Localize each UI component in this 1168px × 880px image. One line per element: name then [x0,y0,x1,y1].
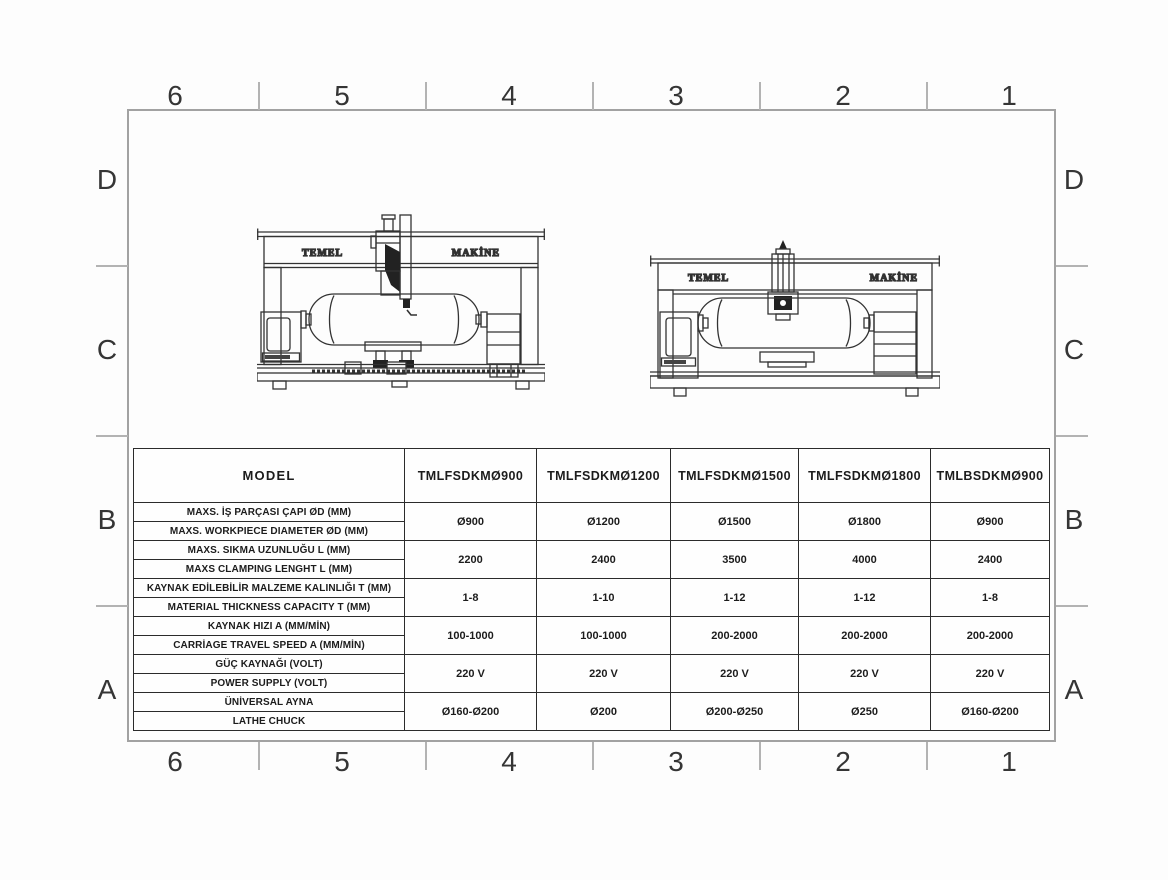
ruler-tick [258,82,260,110]
grid-col-label-bottom-2: 2 [835,746,851,777]
model-column-header: TMLFSDKMØ1500 [671,449,799,503]
welding-torch-assembly [768,240,798,320]
grid-row-label-left-A: A [97,674,117,705]
table-row [134,617,1050,636]
spec-label-tr: MAXS. İŞ PARÇASI ÇAPI ØD (MM) [134,503,405,522]
spec-value: 1-12 [799,579,931,617]
grid-row-label-right-C: C [1063,334,1085,365]
headstock [261,311,311,362]
spec-value: Ø1800 [799,503,931,541]
spec-value: 200-2000 [931,617,1050,655]
model-column-header: TMLFSDKMØ1800 [799,449,931,503]
spec-value: Ø900 [931,503,1050,541]
spec-value: 1-8 [405,579,537,617]
model-column-header: TMLBSDKMØ900 [931,449,1050,503]
ruler-tick [96,265,128,267]
spec-value: Ø160-Ø200 [931,693,1050,731]
table-row [134,655,1050,674]
grid-row-label-right-D: D [1063,164,1085,195]
right-machine-drawing [650,240,940,398]
spec-value: 4000 [799,541,931,579]
spec-value: 220 V [537,655,671,693]
ruler-tick [258,742,260,770]
ruler-tick [926,82,928,110]
spec-label-en: LATHE CHUCK [134,712,405,731]
headstock [660,312,708,378]
spec-label-tr: ÜNİVERSAL AYNA [134,693,405,712]
grid-col-label-bottom-5: 5 [334,746,350,777]
spec-value: 100-1000 [537,617,671,655]
headstock-label [664,360,686,364]
gantry-column-left [264,268,281,365]
ruler-tick [759,742,761,770]
spec-value: 200-2000 [671,617,799,655]
grid-col-label-top-4: 4 [501,80,517,111]
ruler-tick [926,742,928,770]
grid-col-label-bottom-4: 4 [501,746,517,777]
brand-text-right: MAKİNE [451,248,500,259]
grid-col-label-top-6: 6 [167,80,183,111]
spec-value: Ø1200 [537,503,671,541]
spec-value: Ø900 [405,503,537,541]
spec-value: Ø160-Ø200 [405,693,537,731]
spec-label-tr: KAYNAK EDİLEBİLİR MALZEME KALINLIĞI T (MM) [134,579,405,598]
model-column-header: TMLFSDKMØ1200 [537,449,671,503]
headstock-label [265,355,290,359]
table-row [134,503,1050,522]
welding-torch-assembly [371,215,417,315]
ruler-tick [592,82,594,110]
grid-col-label-top-1: 1 [1001,80,1017,111]
spec-value: 2200 [405,541,537,579]
ruler-tick [1056,265,1088,267]
gantry-top-rail [257,229,545,241]
spec-label-tr: GÜÇ KAYNAĞI (VOLT) [134,655,405,674]
ruler-tick [96,605,128,607]
brand-text-left: TEMEL [688,273,730,284]
spec-label-en: MAXS CLAMPING LENGHT L (MM) [134,560,405,579]
spec-label-en: MATERIAL THICKNESS CAPACITY T (MM) [134,598,405,617]
ruler-tick [425,742,427,770]
grid-col-label-top-3: 3 [668,80,684,111]
grid-col-label-top-2: 2 [835,80,851,111]
grid-row-label-left-B: B [97,504,117,535]
spec-value: 1-10 [537,579,671,617]
grid-row-label-left-C: C [96,334,118,365]
ruler-tick [96,435,128,437]
spec-value: 220 V [671,655,799,693]
brand-text-right: MAKİNE [869,273,918,284]
ruler-tick [592,742,594,770]
grid-row-label-left-D: D [96,164,118,195]
torch-tip-icon [779,240,787,249]
model-header-cell: MODEL [134,449,405,503]
ruler-tick [759,82,761,110]
spec-value: 2400 [537,541,671,579]
spec-value: 220 V [931,655,1050,693]
grid-row-label-right-A: A [1064,674,1084,705]
ruler-tick [1056,605,1088,607]
spec-label-en: CARRİAGE TRAVEL SPEED A (MM/MİN) [134,636,405,655]
workpiece-cylinder [309,294,479,345]
table-row [134,579,1050,598]
grid-row-label-right-B: B [1064,504,1084,535]
brand-text-left: TEMEL [302,248,344,259]
grid-col-label-bottom-6: 6 [167,746,183,777]
gantry-column-right [917,290,932,378]
model-column-header: TMLFSDKMØ900 [405,449,537,503]
spec-value: Ø1500 [671,503,799,541]
support-pad [760,352,814,367]
left-machine-drawing [257,212,545,392]
spec-label-tr: MAXS. SIKMA UZUNLUĞU L (MM) [134,541,405,560]
base-rail [650,372,940,396]
spec-label-tr: KAYNAK HIZI A (MM/MİN) [134,617,405,636]
grid-col-label-bottom-3: 3 [668,746,684,777]
spec-value: 220 V [799,655,931,693]
spec-value: Ø200-Ø250 [671,693,799,731]
table-row [134,541,1050,560]
spec-value: Ø200 [537,693,671,731]
table-header-row [134,449,1050,503]
spec-value: 3500 [671,541,799,579]
grid-col-label-bottom-1: 1 [1001,746,1017,777]
table-row [134,693,1050,712]
spec-value: 200-2000 [799,617,931,655]
spec-value: 1-8 [931,579,1050,617]
spec-label-en: MAXS. WORKPIECE DIAMETER ØD (MM) [134,522,405,541]
spec-table [133,448,1050,731]
gantry-top-rail [650,256,940,267]
gantry-column-right [521,268,538,365]
grid-col-label-top-5: 5 [334,80,350,111]
ruler-tick [425,82,427,110]
spec-value: 1-12 [671,579,799,617]
ruler-tick [1056,435,1088,437]
torch-tip-icon [403,299,410,308]
support-saddle [345,342,421,374]
spec-value: 100-1000 [405,617,537,655]
spec-label-en: POWER SUPPLY (VOLT) [134,674,405,693]
spec-value: 220 V [405,655,537,693]
tailstock [476,312,520,377]
spec-value: Ø250 [799,693,931,731]
spec-value: 2400 [931,541,1050,579]
tailstock [864,312,916,374]
